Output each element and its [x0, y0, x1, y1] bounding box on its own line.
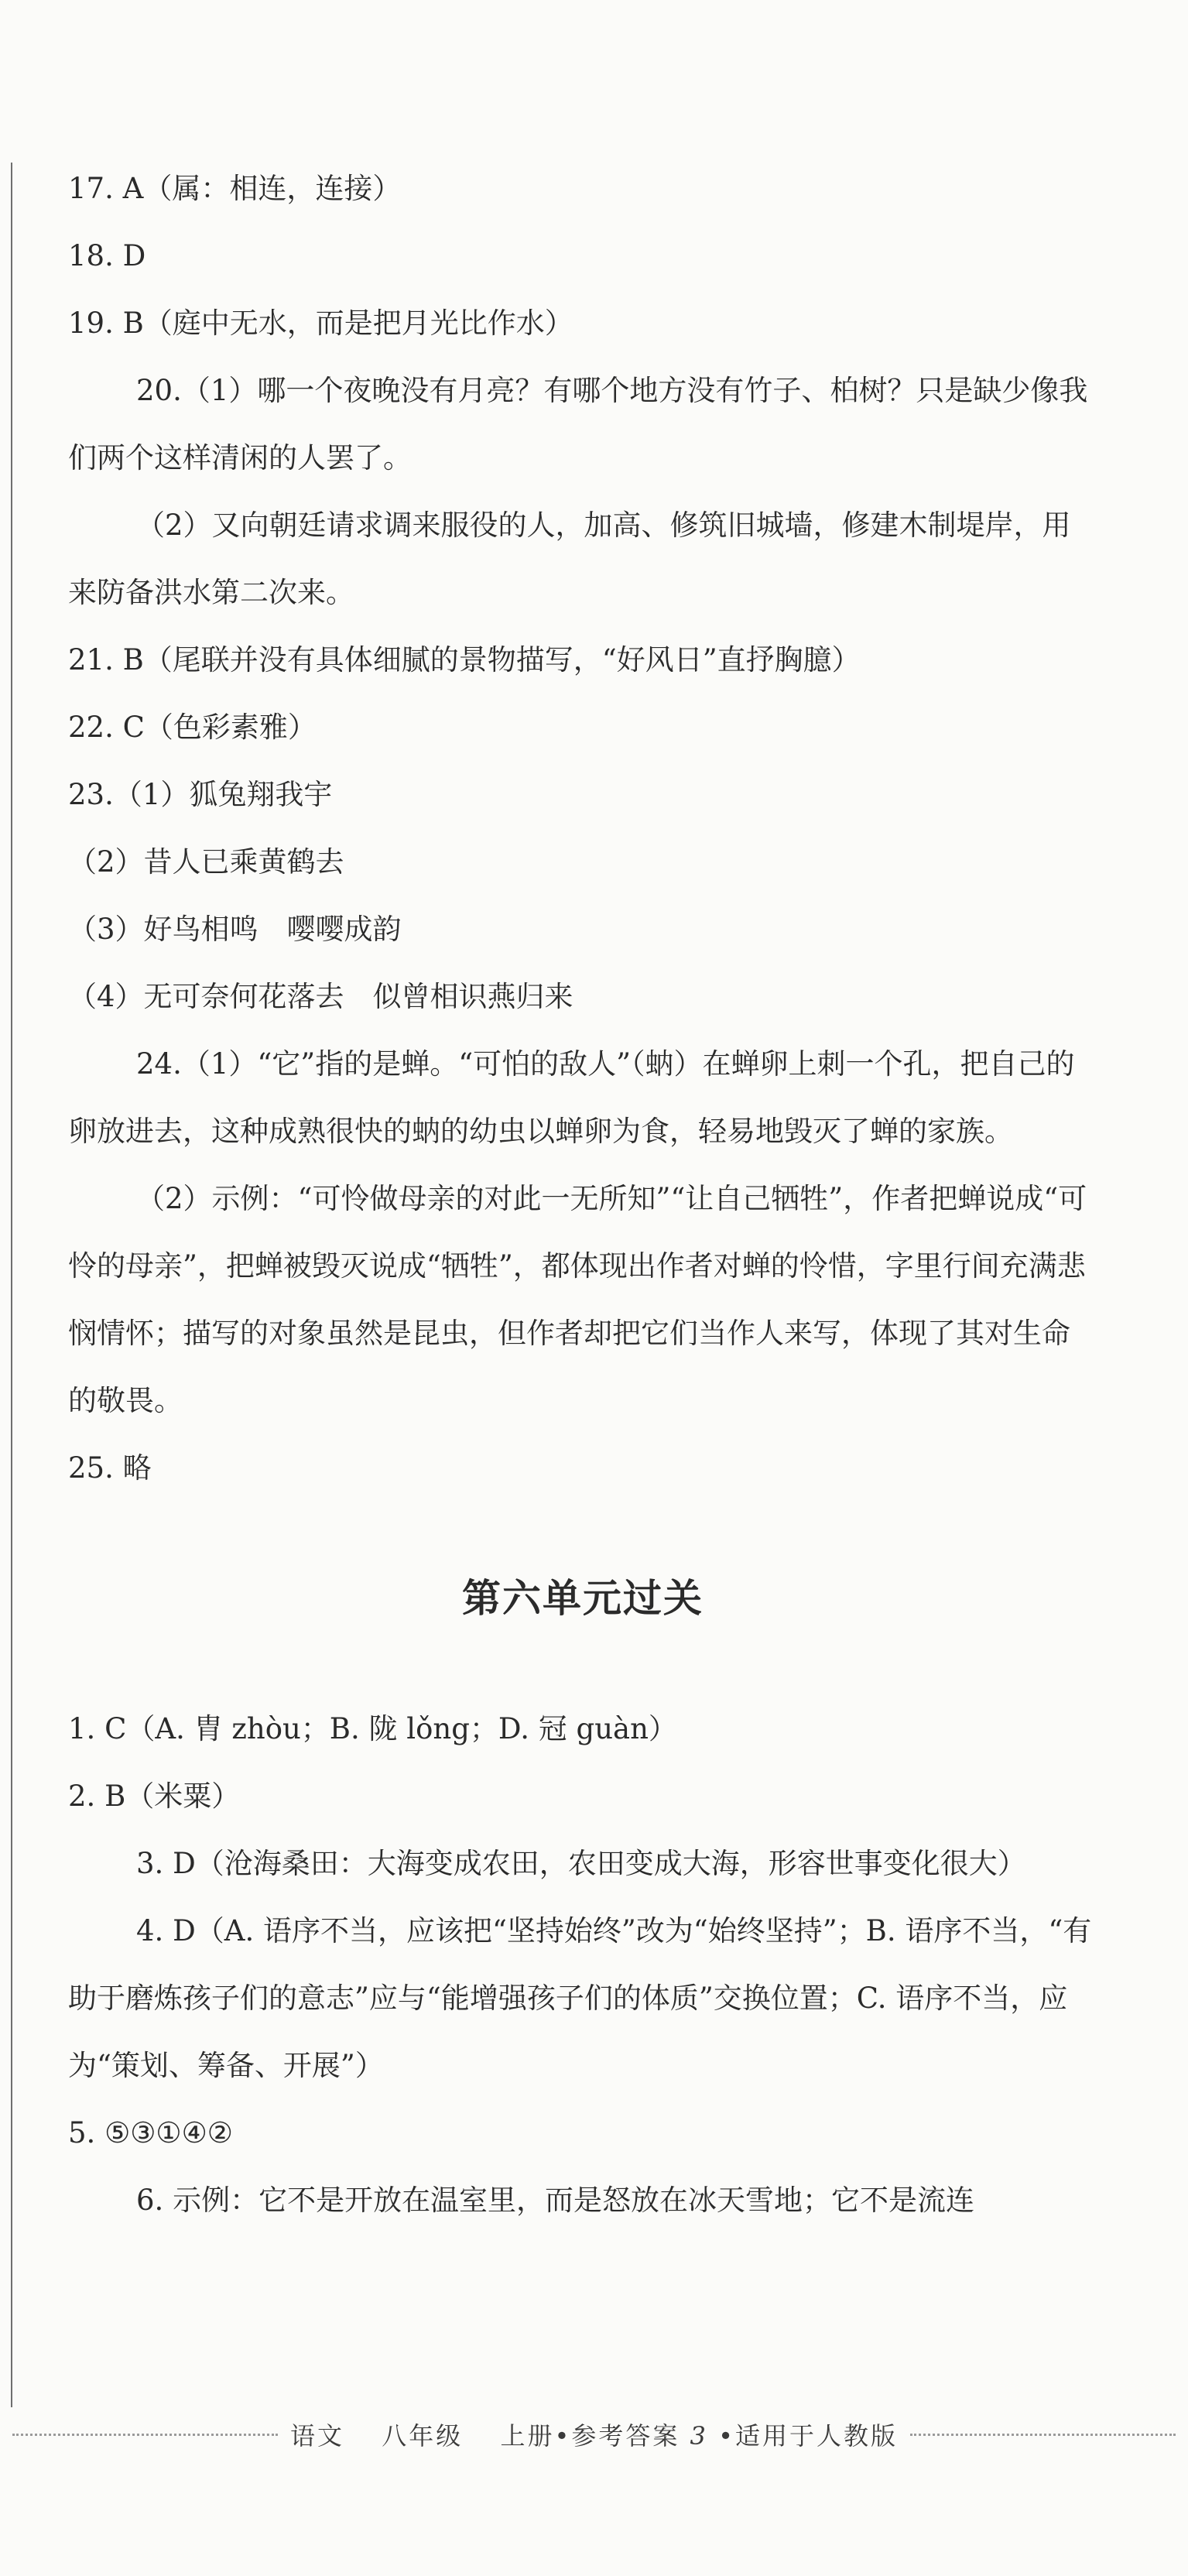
footer-grade: 八年级 [382, 2421, 464, 2451]
answer-line: 25. 略 [68, 1451, 152, 1485]
answer-line: 19. B（庭中无水，而是把月光比作水） [68, 307, 573, 340]
footer-edition: 适用于人教版 [734, 2421, 898, 2451]
answer-line: 18. D [68, 239, 146, 272]
footer-label: 语文 八年级 上册•参考答案 3 •适用于人教版 [290, 2421, 898, 2451]
section-title: 第六单元过关 [462, 1576, 704, 1621]
footer-dotted-rule-right [910, 2434, 1176, 2436]
left-margin-rule [11, 163, 12, 2407]
answer-line: 5. ⑤③①④② [68, 2116, 233, 2150]
answers-unit-six [68, 1695, 1097, 2234]
answer-line: （2）又向朝廷请求调来服役的人，加高、修筑旧城墙，修建木制堤岸，用来防备洪水第二次来。 [68, 509, 1071, 609]
answer-line: 3. D（沧海桑田：大海变成农田，农田变成大海，形容世事变化很大） [136, 1847, 1026, 1880]
answer-line: （4）无可奈何花落去 似曾相识燕归来 [68, 980, 573, 1013]
answer-line: 6. 示例：它不是开放在温室里，而是怒放在冰天雪地；它不是流连 [136, 2184, 975, 2217]
answer-line: 17. A（属：相连，连接） [68, 172, 402, 205]
footer-page-number: 3 [690, 2421, 708, 2451]
footer-subject: 语文 [290, 2421, 345, 2451]
answer-line: 21. B（尾联并没有具体细腻的景物描写，“好风日”直抒胸臆） [68, 643, 861, 677]
answer-line: （3）好鸟相鸣 嘤嘤成韵 [68, 913, 402, 946]
answer-line: 24.（1）“它”指的是蝉。“可怕的敌人”（蚋）在蝉卵上刺一个孔，把自己的卵放进去，这种成熟很快的蚋的幼虫以蝉卵为食，轻易地毁灭了蝉的家族。 [68, 1047, 1075, 1148]
answers-unit-five-tail [68, 155, 1097, 1502]
answer-line: 4. D（A. 语序不当，应该把“坚持始终”改为“始终坚持”；B. 语序不当，“有助于磨炼孩子们的意志”应与“能增强孩子们的体质”交换位置；C. 语序不当，应为“策划、筹备、开展”） [68, 1914, 1092, 2082]
answer-line: 23.（1）狐兔翔我宇 [68, 778, 333, 811]
answer-line: （2）昔人已乘黄鹤去 [68, 845, 344, 879]
answer-line: （2）示例：“可怜做母亲的对此一无所知”“让自己牺牲”，作者把蝉说成“可怜的母亲”，把蝉被毁灭说成“牺牲”，都体现出作者对蝉的怜惜，字里行间充满悲悯情怀；描写的对象虽然是昆虫，但作者却把它们当作人来写，体现了其对生命的敬畏。 [68, 1182, 1087, 1417]
footer-volume: 上册 [500, 2421, 555, 2451]
page-footer [0, 2415, 1188, 2454]
answer-line: 1. C（A. 胄 zhòu；B. 陇 lǒng；D. 冠 guàn） [68, 1712, 677, 1745]
footer-section: 参考答案 [571, 2421, 680, 2451]
answer-line: 20.（1）哪一个夜晚没有月亮？有哪个地方没有竹子、柏树？只是缺少像我们两个这样清闲的人罢了。 [68, 374, 1088, 474]
answer-line: 22. C（色彩素雅） [68, 711, 317, 744]
answer-line: 2. B（米粟） [68, 1780, 241, 1813]
answer-content [68, 155, 1097, 2234]
footer-dotted-rule-left [12, 2434, 278, 2436]
